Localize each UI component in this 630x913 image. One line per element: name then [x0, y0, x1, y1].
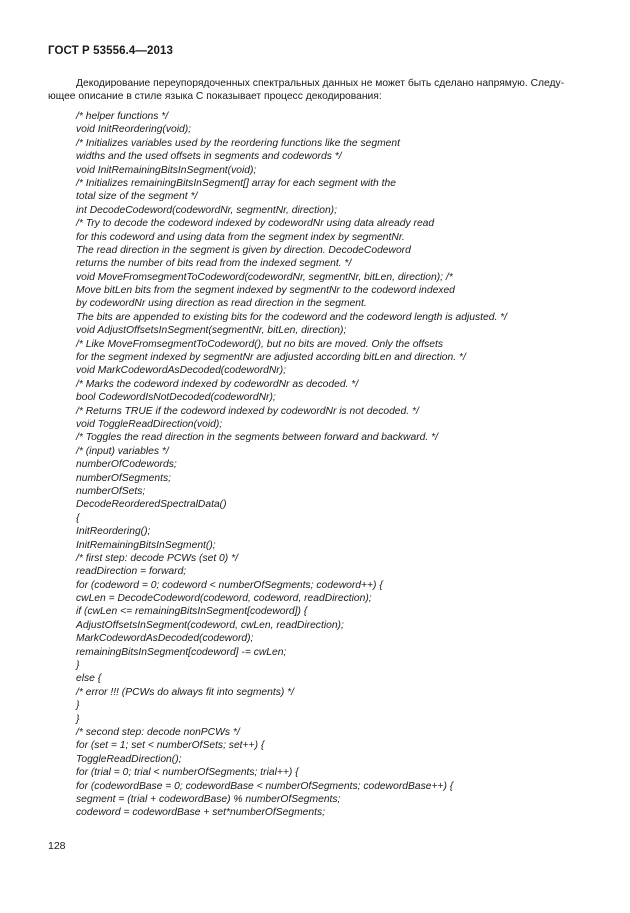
- code-line: for (codewordBase = 0; codewordBase < numberOfSegments; codewordBase++) {: [76, 780, 454, 792]
- code-line: InitReordering();: [76, 526, 151, 538]
- code-line: for (codeword = 0; codeword < numberOfSegments; codeword++) {: [76, 579, 383, 591]
- code-line: }: [76, 713, 80, 725]
- code-line: The read direction in the segment is given by direction. DecodeCodeword: [76, 244, 411, 256]
- code-line: for the segment indexed by segmentNr are adjusted according bitLen and direction. */: [76, 352, 466, 364]
- code-line: /* helper functions */: [76, 111, 169, 122]
- code-line: bool CodewordIsNotDecoded(codewordNr);: [76, 392, 276, 404]
- code-line: AdjustOffsetsInSegment(codeword, cwLen, readDirection);: [76, 619, 344, 631]
- code-line: total size of the segment */: [76, 191, 198, 203]
- code-line: int DecodeCodeword(codewordNr, segmentNr, direction);: [76, 204, 337, 216]
- code-line: }: [76, 700, 80, 712]
- code-line: /* Marks the codeword indexed by codewordNr as decoded. */: [76, 378, 359, 390]
- document-header: ГОСТ Р 53556.4—2013: [48, 45, 173, 57]
- code-line: numberOfSegments;: [76, 472, 172, 484]
- code-line: segment = (trial + codewordBase) % numberOfSegments;: [76, 793, 341, 805]
- code-line: }: [76, 660, 80, 672]
- code-line: by codewordNr using direction as read direction in the segment.: [76, 298, 367, 310]
- code-line: /* first step: decode PCWs (set 0) */: [76, 552, 238, 564]
- code-line: MarkCodewordAsDecoded(codeword);: [76, 633, 254, 645]
- code-line: void InitRemainingBitsInSegment(void);: [76, 164, 257, 176]
- code-line: /* error !!! (PCWs do always fit into segments) */: [76, 686, 295, 698]
- code-line: Move bitLen bits from the segment indexed by segmentNr to the codeword indexed: [76, 285, 455, 297]
- code-line: cwLen = DecodeCodeword(codeword, codeword, readDirection);: [76, 593, 372, 605]
- intro-paragraph: [48, 77, 588, 104]
- code-line: for this codeword and using data from the segment index by segmentNr.: [76, 231, 405, 243]
- code-line: /* Returns TRUE if the codeword indexed by codewordNr is not decoded. */: [76, 405, 419, 417]
- code-line: void InitReordering(void);: [76, 124, 192, 136]
- page-number: 128: [48, 840, 66, 852]
- code-line: /* Try to decode the codeword indexed by codewordNr using data already read: [76, 218, 435, 230]
- code-line: returns the number of bits read from the indexed segment. */: [76, 258, 352, 270]
- code-line: numberOfCodewords;: [76, 459, 177, 471]
- code-line: /* Initializes remainingBitsInSegment[] array for each segment with the: [76, 177, 396, 189]
- code-line: if (cwLen <= remainingBitsInSegment[codeword]) {: [76, 606, 308, 618]
- code-line: /* Initializes variables used by the reordering functions like the segment: [76, 137, 400, 149]
- code-line: InitRemainingBitsInSegment();: [76, 539, 216, 551]
- code-line: /* (input) variables */: [76, 445, 169, 457]
- code-line: The bits are appended to existing bits for the codeword and the codeword length is adjusted. */: [76, 311, 508, 323]
- code-line: /* Like MoveFromsegmentToCodeword(), but no bits are moved. Only the offsets: [76, 338, 444, 350]
- code-line: /* second step: decode nonPCWs */: [76, 726, 240, 738]
- code-listing: [76, 110, 596, 820]
- code-line: void MoveFromsegmentToCodeword(codewordNr, segmentNr, bitLen, direction); /*: [76, 271, 453, 283]
- intro-line-2: ющее описание в стиле языка C показывает процесс декодирования:: [48, 91, 382, 103]
- code-line: void MarkCodewordAsDecoded(codewordNr);: [76, 365, 287, 377]
- code-line: void ToggleReadDirection(void);: [76, 418, 223, 430]
- intro-line-1: Декодирование переупорядоченных спектральных данных не может быть сделано напрямую. Следу-: [76, 78, 565, 89]
- code-line: remainingBitsInSegment[codeword] -= cwLen;: [76, 646, 287, 658]
- code-line: ToggleReadDirection();: [76, 753, 182, 765]
- code-line: DecodeReorderedSpectralData(): [76, 499, 227, 511]
- code-line: /* Toggles the read direction in the segments between forward and backward. */: [76, 432, 438, 444]
- code-line: {: [76, 512, 80, 524]
- code-line: for (trial = 0; trial < numberOfSegments; trial++) {: [76, 767, 299, 779]
- code-line: for (set = 1; set < numberOfSets; set++) {: [76, 740, 265, 752]
- code-line: widths and the used offsets in segments and codewords */: [76, 151, 342, 163]
- code-line: readDirection = forward;: [76, 566, 187, 578]
- code-line: codeword = codewordBase + set*numberOfSegments;: [76, 807, 325, 819]
- code-line: void AdjustOffsetsInSegment(segmentNr, bitLen, direction);: [76, 325, 347, 337]
- code-line: numberOfSets;: [76, 485, 146, 497]
- code-line: else {: [76, 673, 102, 685]
